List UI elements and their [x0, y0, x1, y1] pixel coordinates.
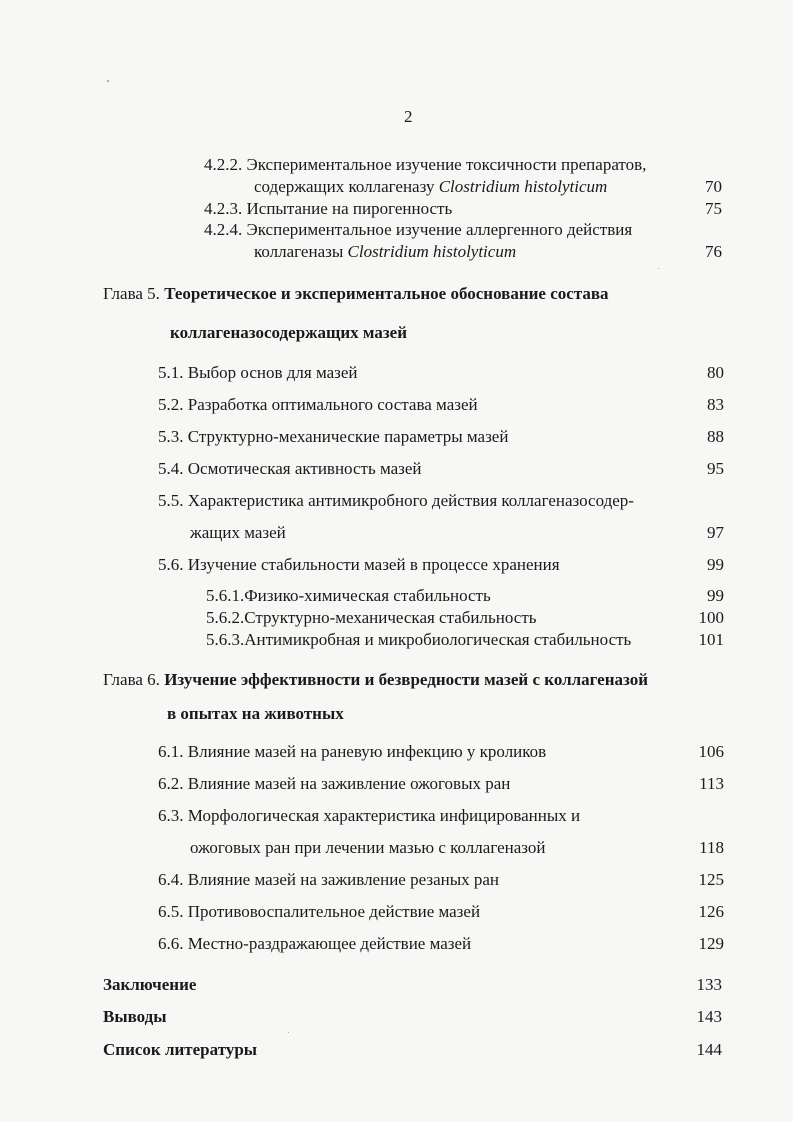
toc-entry-text: 6.3. Морфологическая характеристика инфицированных и	[158, 806, 581, 825]
toc-section-heading: Заключение	[103, 975, 197, 994]
toc-page-number: 133	[696, 975, 722, 994]
toc-subentry-text: 5.6.3.Антимикробная и микробиологическая стабильность	[206, 630, 632, 649]
toc-entry-text: содержащих коллагеназу Clostridium histolyticum	[254, 177, 608, 196]
toc-page-number: 113	[699, 774, 724, 793]
toc-entry-text: 5.5. Характеристика антимикробного действия коллагеназосодер-	[158, 491, 634, 510]
toc-entry-text: 5.3. Структурно-механические параметры мазей	[158, 427, 509, 446]
toc-entry-text: 4.2.4. Экспериментальное изучение аллергенного действия	[204, 220, 633, 239]
toc-section-heading: Выводы	[103, 1007, 167, 1026]
toc-entry-text: 5.1. Выбор основ для мазей	[158, 363, 358, 382]
toc-page-number: 95	[707, 459, 724, 478]
scan-speck	[107, 80, 109, 82]
toc-entry-text: ожоговых ран при лечении мазью с коллагеназой	[190, 838, 546, 857]
toc-entry-text: 6.2. Влияние мазей на заживление ожоговых ран	[158, 774, 511, 793]
toc-page-number: 101	[698, 630, 724, 649]
toc-section-heading: Список литературы	[103, 1040, 258, 1059]
toc-page-number: 83	[707, 395, 724, 414]
scan-speck	[658, 268, 659, 269]
toc-entry-text: коллагеназы Clostridium histolyticum	[254, 242, 517, 261]
toc-page-number: 125	[698, 870, 724, 889]
scan-speck	[288, 1032, 289, 1033]
toc-entry-text: 5.2. Разработка оптимального состава мазей	[158, 395, 478, 414]
toc-page-number: 88	[707, 427, 724, 446]
toc-subentry-text: 5.6.2.Структурно-механическая стабильность	[206, 608, 537, 627]
toc-page-number: 99	[707, 586, 724, 605]
toc-subentry-text: 5.6.1.Физико-химическая стабильность	[206, 586, 491, 605]
toc-page-number: 126	[698, 902, 724, 921]
toc-entry-text: 6.6. Местно-раздражающее действие мазей	[158, 934, 472, 953]
toc-page-number: 106	[698, 742, 724, 761]
toc-entry-text: 4.2.2. Экспериментальное изучение токсичности препаратов,	[204, 155, 647, 174]
toc-entry-text: 4.2.3. Испытание на пирогенность	[204, 199, 453, 218]
toc-page-number: 129	[698, 934, 724, 953]
toc-entry-text: 5.4. Осмотическая активность мазей	[158, 459, 422, 478]
toc-entry-text: 6.4. Влияние мазей на заживление резаных ран	[158, 870, 500, 889]
toc-entry-text: 5.6. Изучение стабильности мазей в процессе хранения	[158, 555, 560, 574]
toc-page-number: 76	[705, 242, 722, 261]
toc-page-number: 144	[696, 1040, 722, 1059]
toc-page-number: 70	[705, 177, 722, 196]
toc-page-number: 99	[707, 555, 724, 574]
chapter-heading: Глава 6. Изучение эффективности и безвредности мазей с коллагеназой	[103, 670, 649, 689]
toc-entry-text: 6.1. Влияние мазей на раневую инфекцию у кроликов	[158, 742, 547, 761]
toc-page-number: 118	[699, 838, 724, 857]
chapter-heading-continuation: коллагеназосодержащих мазей	[170, 323, 408, 342]
chapter-heading-continuation: в опытах на животных	[167, 704, 344, 723]
toc-page-number: 100	[698, 608, 724, 627]
toc-page-number: 143	[696, 1007, 722, 1026]
toc-entry-text: 6.5. Противовоспалительное действие мазей	[158, 902, 481, 921]
toc-page-number: 97	[707, 523, 724, 542]
toc-entry-text: жащих мазей	[190, 523, 286, 542]
chapter-heading: Глава 5. Теоретическое и экспериментальное обоснование состава	[103, 284, 609, 303]
toc-page-number: 75	[705, 199, 722, 218]
toc-page-number: 80	[707, 363, 724, 382]
page-number: 2	[404, 107, 413, 126]
